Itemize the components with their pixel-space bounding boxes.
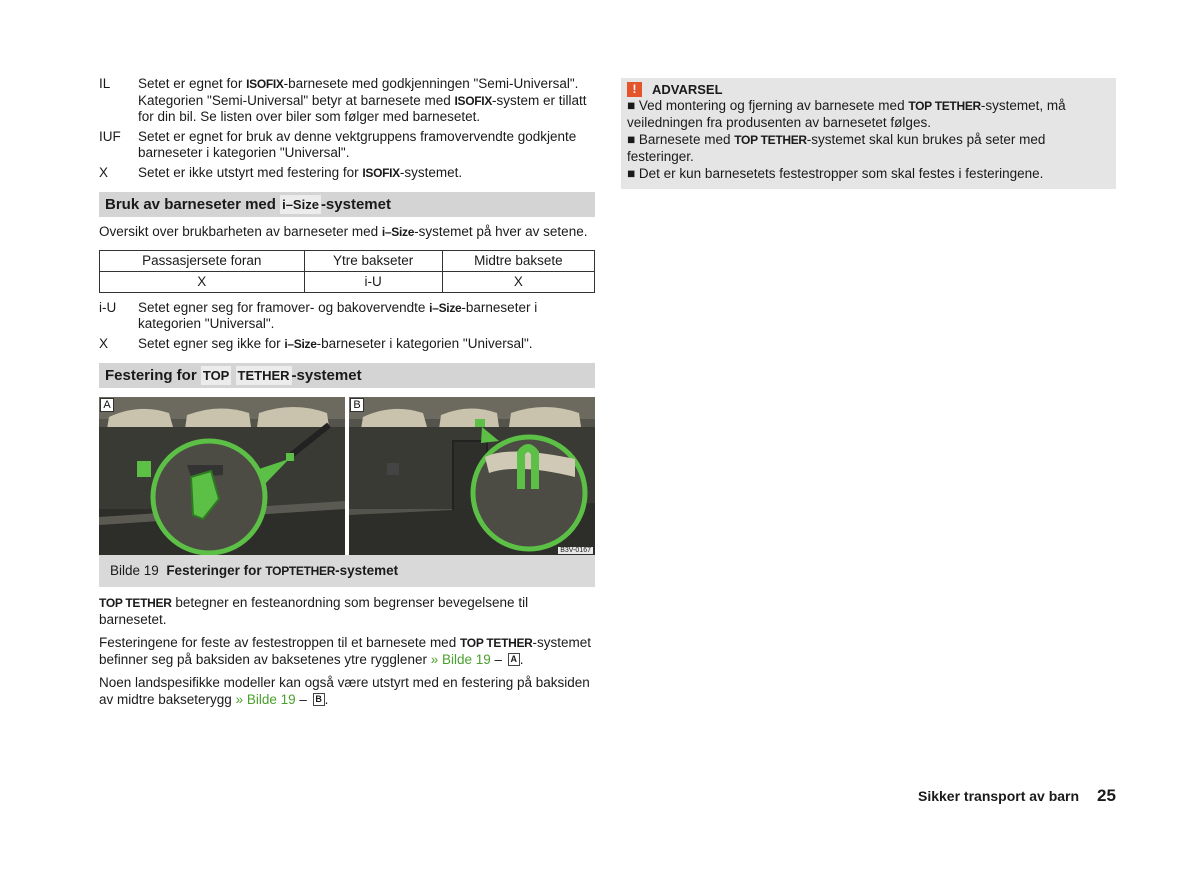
text-run: Setet er ikke utstyrt med festering for: [138, 164, 363, 180]
body-paragraph: [99, 595, 595, 628]
text-run: Festeringene for feste av festestroppen til et barnesete med: [99, 635, 460, 650]
left-column: [99, 76, 595, 715]
warning-item: [627, 98, 1110, 131]
text-run: .: [324, 691, 329, 707]
definition-key: X: [99, 164, 109, 180]
definition-text: [138, 300, 595, 333]
text-run: –: [490, 651, 506, 667]
page-number: 25: [1097, 786, 1116, 805]
trunk-illustration-b: [349, 397, 595, 555]
footer-chapter-title: Sikker transport av barn: [918, 788, 1080, 804]
system-tag: ISOFIX: [246, 77, 284, 91]
system-tag: ISOFIX: [454, 93, 493, 108]
definition-row: [99, 129, 595, 162]
warning-heading: [627, 81, 1110, 97]
definition-text: [138, 76, 595, 126]
definition-row: [99, 165, 595, 182]
definition-row: [99, 76, 595, 126]
warning-icon: !: [627, 82, 642, 97]
definition-row: [99, 336, 595, 353]
section-heading-text: Bruk av barneseter med: [105, 196, 281, 213]
isize-definition-list: [99, 300, 595, 353]
system-tag: ISOFIX: [362, 165, 400, 180]
figure-panel-a: [99, 397, 345, 555]
system-tag: i–Size: [284, 336, 317, 351]
isize-tag-inline: i–Size: [381, 225, 415, 239]
definition-key: i-U: [99, 299, 117, 315]
intro-text: Oversikt over brukbarheten av barneseter med: [99, 224, 382, 239]
text-run: -system er tillatt for din bil. Se listen over biler som følger med barnesetet.: [138, 92, 587, 124]
figure-code: B3V-0167: [560, 547, 591, 554]
definition-text: [138, 165, 595, 182]
body-paragraph: [99, 635, 595, 668]
text-run: Setet egner seg for framover- og bakovervendte: [138, 299, 430, 315]
definition-row: [99, 300, 595, 333]
figure-caption-text: Festeringer for: [166, 563, 266, 578]
warning-item: [627, 132, 1110, 165]
figure-number: Bilde 19: [110, 563, 159, 578]
section-heading-suffix: -systemet: [291, 367, 362, 384]
table-header-row: [100, 250, 595, 271]
text-run: -systemet skal kun brukes på seter med festeringer.: [627, 132, 1046, 164]
text-run: Setet egner seg ikke for: [138, 335, 285, 351]
warning-box: [621, 78, 1116, 189]
figure-caption-suffix: -systemet: [335, 563, 399, 578]
text-run: .: [519, 651, 524, 667]
section-heading-suffix: -systemet: [320, 196, 391, 213]
text-run: –: [295, 691, 311, 707]
trunk-illustration-a: [99, 397, 345, 555]
text-run: -systemet, må veiledningen fra produsenten av barnesetet følges.: [627, 98, 1066, 130]
figure-reference-link[interactable]: » Bilde 19: [430, 651, 491, 667]
table-cell: X: [442, 271, 594, 292]
text-run: -systemet befinner seg på baksiden av baksetenes ytre rygglener: [99, 635, 592, 667]
text-run: ■ Barnesete med: [627, 132, 735, 147]
warning-item: [627, 166, 1110, 183]
panel-reference-box: B: [313, 693, 325, 706]
text-run: -barneseter i kategorien "Universal".: [138, 299, 538, 331]
panel-reference-box: A: [508, 653, 520, 666]
panel-label-a: A: [100, 398, 114, 412]
section-heading-isize: [99, 192, 595, 217]
tether-tag: TETHER: [237, 368, 290, 383]
table-cell: X: [100, 271, 305, 292]
figure-19-images: [99, 397, 595, 555]
text-run: Noen landspesifikke modeller kan også være utstyrt med en festering på baksiden av midtre bakseterygg: [99, 675, 590, 707]
warning-title: ADVARSEL: [652, 81, 723, 97]
isofix-definition-list: [99, 76, 595, 181]
table-cell: i-U: [304, 271, 442, 292]
section-heading-text: Festering for: [105, 367, 201, 384]
warning-items: [627, 98, 1110, 183]
isize-tag: i–Size: [282, 197, 319, 212]
topthether-tag: TOPTETHER: [265, 564, 336, 578]
figure-reference-link[interactable]: » Bilde 19: [235, 691, 296, 707]
text-run: ■ Det er kun barnesetets festestropper som skal festes i festeringene.: [627, 166, 1044, 181]
section-heading-top-tether: [99, 363, 595, 388]
panel-label-b: B: [350, 398, 364, 412]
tether-paragraphs: [99, 595, 595, 708]
text-run: -systemet.: [399, 164, 463, 180]
table-header-cell: Passasjersete foran: [100, 250, 305, 271]
figure-panel-b: [349, 397, 595, 555]
text-run: -barneseter i kategorien "Universal".: [316, 335, 533, 351]
isize-intro: [99, 224, 595, 241]
definition-key: IL: [99, 76, 111, 91]
system-tag: TOP TETHER: [99, 596, 172, 610]
table-row: [100, 271, 595, 292]
text-run: ■ Ved montering og fjerning av barnesete med: [627, 98, 909, 113]
text-run: Setet er egnet for bruk av denne vektgruppens framovervendte godkjente barneseter i kategorien "Universal".: [138, 128, 577, 160]
definition-key: X: [99, 335, 109, 351]
top-tag: TOP: [202, 368, 230, 383]
isize-seat-table: [99, 250, 595, 293]
table-header-cell: Ytre bakseter: [304, 250, 442, 271]
body-paragraph: [99, 675, 595, 708]
text-run: Setet er egnet for: [138, 76, 247, 91]
figure-caption: [99, 555, 595, 587]
system-tag: i–Size: [429, 300, 462, 315]
intro-text-suffix: -systemet på hver av setene.: [414, 224, 588, 239]
definition-text: [138, 336, 595, 353]
table-header-cell: Midtre baksete: [442, 250, 594, 271]
definition-key: IUF: [99, 128, 121, 144]
system-tag: TOP TETHER: [459, 636, 533, 650]
text-run: betegner en festeanordning som begrenser bevegelsene til barnesetet.: [99, 595, 529, 627]
text-run: -barnesete med godkjenningen "Semi-Universal". Kategorien "Semi-Universal" betyr at barnesete med: [138, 76, 579, 108]
definition-text: [138, 129, 595, 162]
system-tag: TOP TETHER: [908, 99, 981, 113]
system-tag: TOP TETHER: [734, 133, 807, 147]
